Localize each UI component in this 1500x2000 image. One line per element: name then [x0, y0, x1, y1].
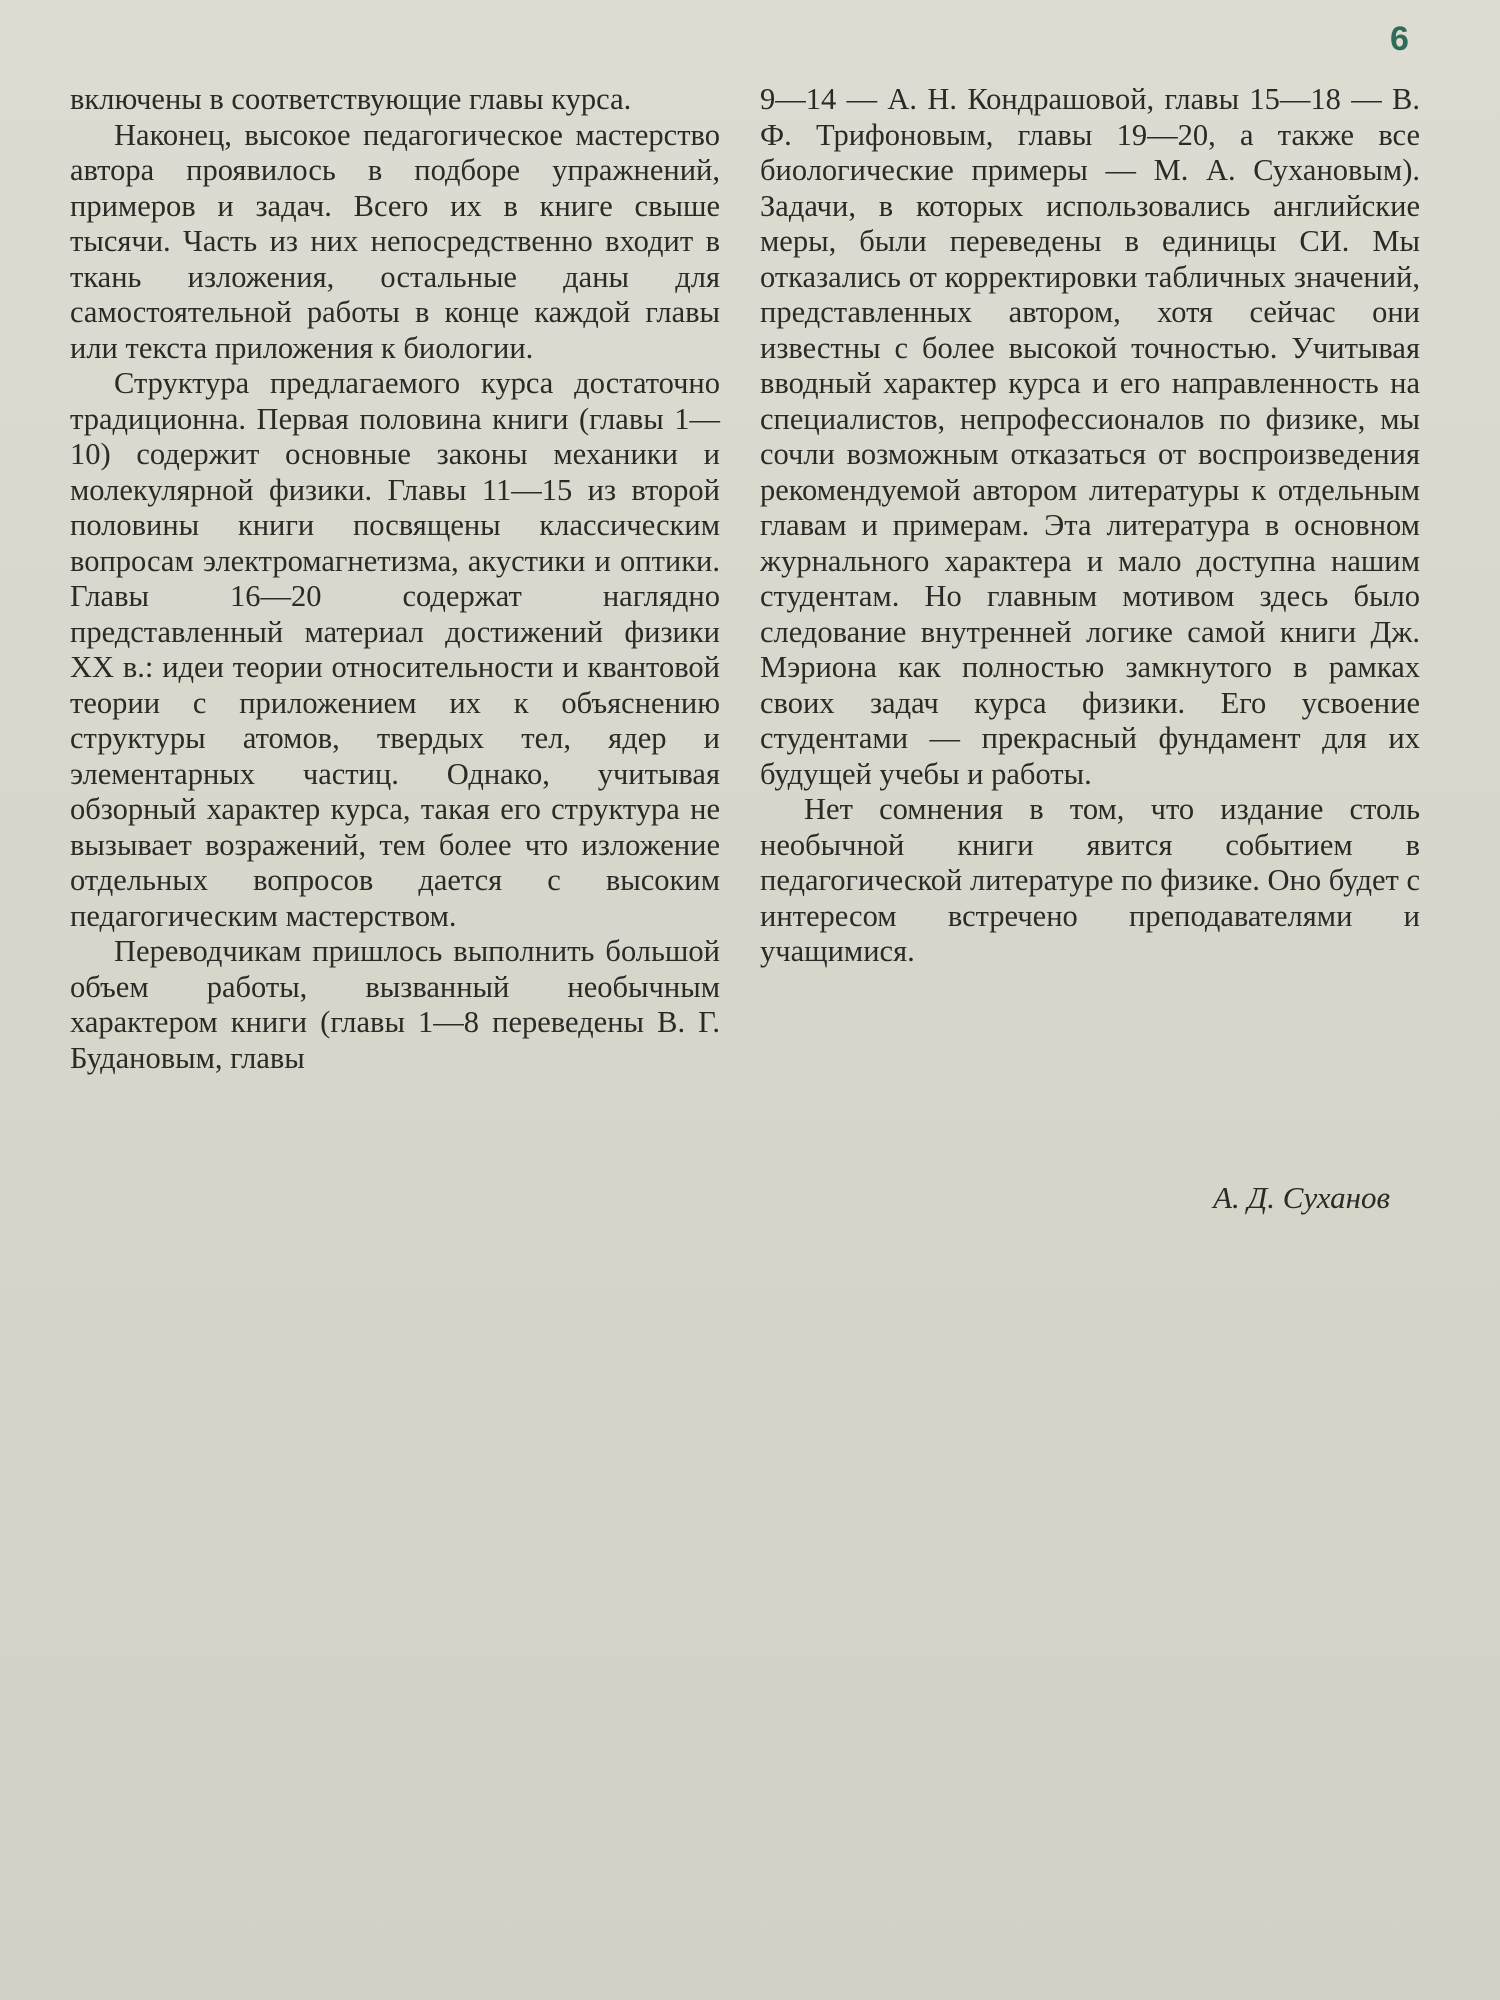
paragraph-translators-continued: 9—14 — А. Н. Кондрашовой, главы 15—18 — В. Ф. Трифоновым, главы 19—20, а также все биологические примеры — М. А. Сухановым). Задачи, в которых использовались английские меры, были переведены в единицы СИ. Мы отказались от корректировки табличных значений, представленных автором, хотя сейчас они известны с более высокой точностью. Учитывая вводный характер курса и его направленность на специалистов, непрофессионалов по физике, мы сочли возможным отказаться от воспроизведения рекомендуемой автором литературы к отдельным главам и примерам. Эта литература в основном журнального характера и мало доступна нашим студентам. Но главным мотивом здесь было следование внутренней логике самой книги Дж. Мэриона как полностью замкнутого в рамках своих задач курса физики. Его усвоение студентами — прекрасный фундамент для их будущей учебы и работы.: [760, 82, 1420, 791]
right-column: [760, 82, 1420, 970]
paragraph-translators: Переводчикам пришлось выполнить большой объем работы, вызванный необычным характером книги (главы 1—8 переведены В. Г. Будановым, главы: [70, 934, 720, 1075]
paragraph-structure: Структура предлагаемого курса достаточно традиционна. Первая половина книги (главы 1—10) содержит основные законы механики и молекулярной физики. Главы 11—15 из второй половины книги посвящены классическим вопросам электромагнетизма, акустики и оптики. Главы 16—20 содержат наглядно представленный материал достижений физики XX в.: идеи теории относительности и квантовой теории с приложением их к объяснению структуры атомов, твердых тел, ядер и элементарных частиц. Однако, учитывая обзорный характер курса, такая его структура не вызывает возражений, тем более что изложение отдельных вопросов дается с высоким педагогическим мастерством.: [70, 366, 720, 933]
paragraph-continued: включены в соответствующие главы курса.: [70, 82, 632, 116]
paragraph-exercises: Наконец, высокое педагогическое мастерство автора проявилось в подборе упражнений, примеров и задач. Всего их в книге свыше тысячи. Часть из них непосредственно входит в ткань изложения, остальные даны для самостоятельной работы в конце каждой главы или текста приложения к биологии.: [70, 117, 720, 365]
page-number: 6: [1390, 20, 1409, 58]
paragraph-conclusion: Нет сомнения в том, что издание столь необычной книги явится событием в педагогической литературе по физике. Оно будет с интересом встречено преподавателями и учащимися.: [760, 792, 1420, 968]
author-signature: А. Д. Суханов: [1213, 1180, 1390, 1215]
left-column: [70, 82, 720, 1076]
